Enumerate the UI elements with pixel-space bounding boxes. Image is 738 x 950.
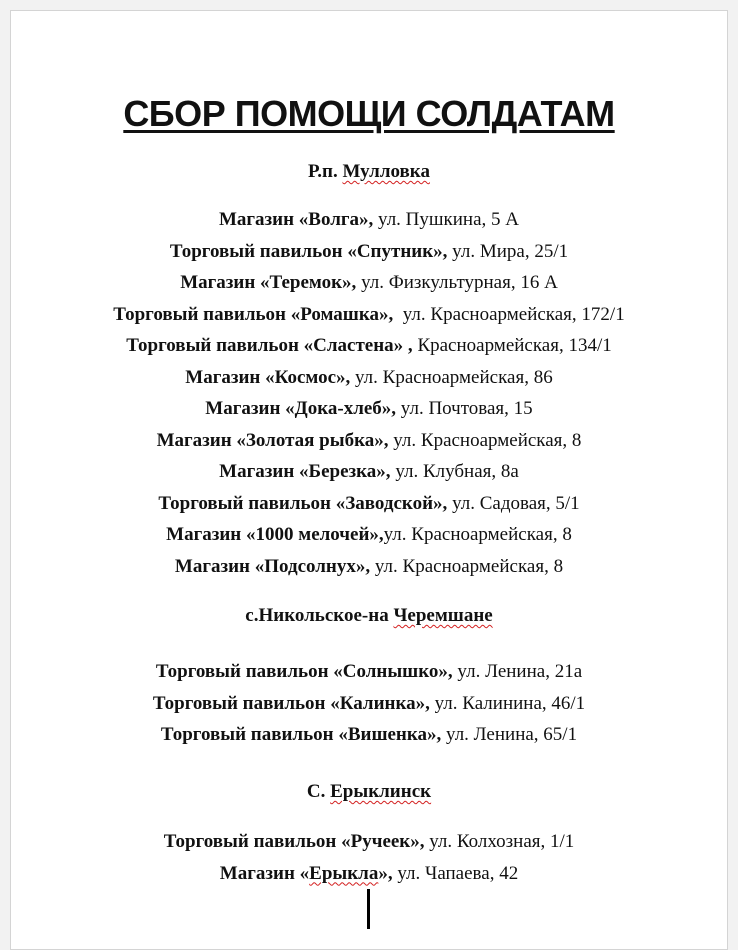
- heading-place: Мулловка: [342, 161, 430, 182]
- store-name: Магазин «Подсолнух»,: [174, 555, 371, 577]
- store-name: Магазин «Космос»,: [185, 366, 351, 388]
- list-item: [11, 551, 727, 583]
- list-item: [11, 719, 727, 751]
- list-item: [11, 362, 727, 394]
- list-item: [11, 425, 727, 457]
- store-address: ул. Красноармейская, 8: [383, 524, 572, 545]
- store-address: ул. Красноармейская, 86: [350, 366, 553, 388]
- section-heading-mullovka: [11, 161, 727, 183]
- list-item: [11, 236, 727, 268]
- section-heading-eryklinsk: [11, 781, 727, 803]
- store-name-part: Магазин «: [219, 862, 310, 884]
- list-item: [11, 858, 727, 890]
- store-address: ул. Красноармейская, 8: [370, 555, 564, 577]
- heading-place: Черемшане: [393, 605, 493, 626]
- store-address: ул. Мира, 25/1: [447, 240, 569, 262]
- heading-prefix: Р.п.: [308, 161, 343, 182]
- text-cursor: [367, 889, 370, 929]
- store-name-part: »,: [378, 862, 393, 884]
- store-name: Торговый павильон «Ручеек»,: [163, 831, 425, 852]
- store-name: Магазин «1000 мелочей»,: [166, 524, 384, 545]
- list-item: [11, 456, 727, 488]
- store-name: Торговый павильон «Калинка»,: [152, 692, 430, 714]
- heading-prefix: с.Никольское-на: [245, 605, 394, 626]
- document-page: [10, 10, 728, 950]
- section-heading-nikolskoe: [11, 605, 727, 627]
- list-item: [11, 519, 727, 551]
- store-name: Торговый павильон «Вишенка»,: [160, 724, 442, 745]
- store-name: Магазин «Дока-хлеб»,: [205, 398, 397, 419]
- store-address: ул. Садовая, 5/1: [447, 492, 580, 514]
- list-item: [11, 488, 727, 520]
- store-name: Магазин «Волга»,: [218, 209, 374, 230]
- store-name: Магазин «Березка»,: [219, 461, 391, 482]
- store-address: ул. Ленина, 65/1: [441, 724, 578, 745]
- store-address: ул. Физкультурная, 16 А: [356, 272, 558, 293]
- list-item: [11, 299, 727, 331]
- store-address: ул. Калинина, 46/1: [429, 692, 586, 714]
- store-name: Торговый павильон «Солнышко»,: [155, 661, 453, 682]
- store-list-nikolskoe: [11, 656, 727, 751]
- store-address: ул. Красноармейская, 8: [388, 429, 582, 451]
- list-item: [11, 688, 727, 720]
- store-address: ул. Колхозная, 1/1: [424, 831, 575, 852]
- store-address: ул. Почтовая, 15: [396, 398, 533, 419]
- store-address: ул. Клубная, 8а: [390, 461, 519, 482]
- list-item: [11, 267, 727, 299]
- heading-place: Ерыклинск: [330, 781, 432, 802]
- store-address: ул. Красноармейская, 172/1: [393, 303, 625, 325]
- list-item: [11, 204, 727, 236]
- store-name: Торговый павильон «Ромашка»,: [113, 303, 394, 325]
- list-item: [11, 826, 727, 858]
- store-list-eryklinsk: [11, 826, 727, 889]
- store-name: Магазин «Теремок»,: [180, 272, 357, 293]
- store-address: Красноармейская, 134/1: [412, 335, 612, 356]
- store-name: Магазин «Золотая рыбка»,: [156, 429, 389, 451]
- store-name-part: Ерыкла: [309, 862, 379, 884]
- document-title: СБОР ПОМОЩИ СОЛДАТАМ: [123, 93, 615, 134]
- list-item: [11, 656, 727, 688]
- store-name: Торговый павильон «Заводской»,: [158, 492, 448, 514]
- store-address: ул. Чапаева, 42: [392, 862, 519, 884]
- store-address: ул. Пушкина, 5 А: [373, 209, 520, 230]
- store-name: Торговый павильон «Сластена» ,: [126, 335, 413, 356]
- heading-prefix: С.: [306, 781, 331, 802]
- store-list-mullovka: [11, 204, 727, 582]
- store-address: ул. Ленина, 21а: [452, 661, 583, 682]
- list-item: [11, 393, 727, 425]
- store-name: Торговый павильон «Спутник»,: [169, 240, 448, 262]
- list-item: [11, 330, 727, 362]
